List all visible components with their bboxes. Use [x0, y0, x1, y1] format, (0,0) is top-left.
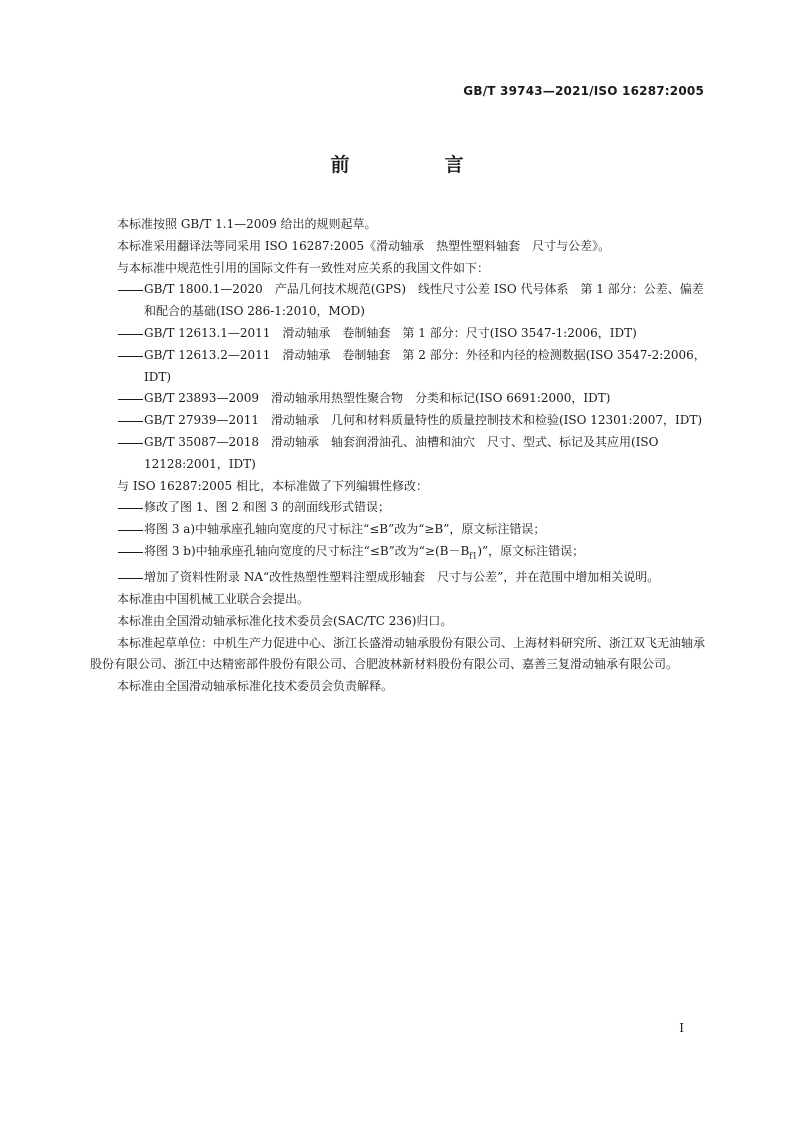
- modification-text: [117, 541, 706, 567]
- document-body: [90, 214, 706, 698]
- list-item: [90, 497, 706, 519]
- list-item: [90, 323, 706, 345]
- paragraph-proposer: 本标准由中国机械工业联合会提出。: [117, 591, 310, 606]
- modification-text-tail: )”，原文标注错误；: [477, 543, 585, 558]
- paragraph-modifications-intro: 与 ISO 16287:2005 相比，本标准做了下列编辑性修改：: [117, 478, 428, 493]
- paragraph-interpretation: 本标准由全国滑动轴承标准化技术委员会负责解释。: [117, 679, 394, 694]
- modification-text: 将图 3 a)中轴承座孔轴向宽度的尺寸标注“≤B”改为“≥B”，原文标注错误；: [144, 522, 546, 537]
- modification-text: 修改了图 1、图 2 和图 3 的剖面线形式错误；: [144, 500, 390, 515]
- reference-text: GB/T 23893—2009 滑动轴承用热塑性聚合物 分类和标记(ISO 6691:2000，IDT): [144, 391, 611, 406]
- list-item: [90, 345, 706, 389]
- subscript-f1: f1: [469, 551, 478, 561]
- reference-text: GB/T 27939—2011 滑动轴承 几何和材料质量特性的质量控制技术和检验(ISO 12301:2007，IDT): [144, 413, 703, 428]
- list-item: [90, 388, 706, 410]
- reference-text: GB/T 35087—2018 滑动轴承 轴套润滑油孔、油槽和油穴 尺寸、型式、标记及其应用(ISO 12128:2001，IDT): [144, 434, 659, 471]
- page-number: I: [679, 1021, 684, 1035]
- page-title: 前 言: [330, 154, 502, 176]
- paragraph-drafting-rules: 本标准按照 GB/T 1.1—2009 给出的规则起草。: [117, 217, 377, 231]
- reference-text: GB/T 12613.1—2011 滑动轴承 卷制轴套 第 1 部分：尺寸(ISO 3547-1:2006，IDT): [144, 325, 637, 340]
- paragraph-adoption: 本标准采用翻译法等同采用 ISO 16287:2005《滑动轴承 热塑性塑料轴套 尺寸与公差》。: [117, 238, 611, 253]
- list-item: [90, 519, 706, 541]
- paragraph-technical-committee: 本标准由全国滑动轴承标准化技术委员会(SAC/TC 236)归口。: [117, 613, 453, 628]
- modification-text-main: 将图 3 b)中轴承座孔轴向宽度的尺寸标注“≤B”改为“≥(B－B: [144, 543, 470, 558]
- modification-text: 增加了资料性附录 NA“改性热塑性塑料注塑成形轴套 尺寸与公差”，并在范围中增加相关说明。: [144, 570, 660, 585]
- list-item: [90, 279, 706, 323]
- standard-number: GB/T 39743—2021/ISO 16287:2005: [463, 84, 704, 98]
- list-item: [90, 541, 706, 567]
- list-item: [90, 567, 706, 589]
- paragraph-references-intro: 与本标准中规范性引用的国际文件有一致性对应关系的我国文件如下：: [117, 260, 490, 275]
- paragraph-drafting-units: 本标准起草单位：中机生产力促进中心、浙江长盛滑动轴承股份有限公司、上海材料研究所、浙江双飞无油轴承股份有限公司、浙江中达精密部件股份有限公司、合肥波林新材料股份有限公司、嘉善三复滑动轴承有限公司。: [90, 635, 706, 672]
- reference-text: GB/T 12613.2—2011 滑动轴承 卷制轴套 第 2 部分：外径和内径的检测数据(ISO 3547-2:2006，IDT): [144, 347, 706, 384]
- list-item: [90, 432, 706, 476]
- list-item: [90, 410, 706, 432]
- reference-text: GB/T 1800.1—2020 产品几何技术规范(GPS) 线性尺寸公差 ISO 代号体系 第 1 部分：公差、偏差和配合的基础(ISO 286-1:2010，MOD): [144, 282, 704, 319]
